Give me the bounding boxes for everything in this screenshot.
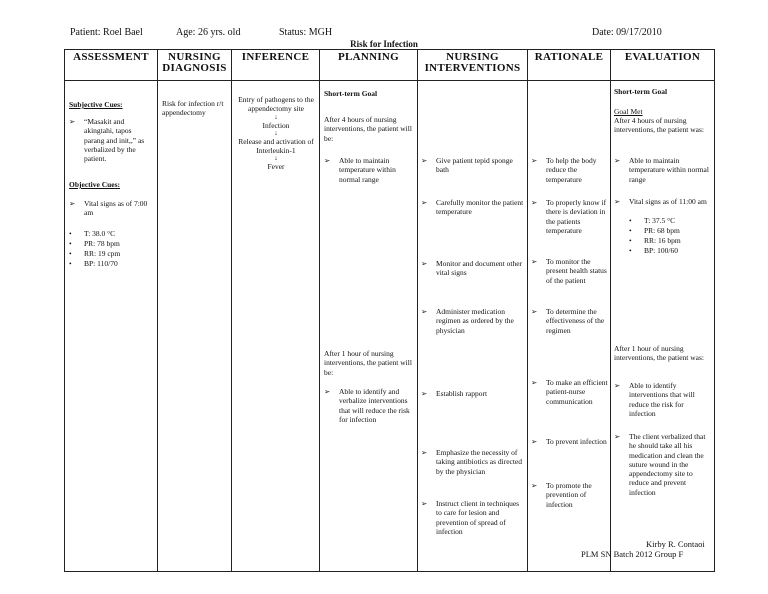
evaluation-intro2: After 1 hour of nursing interventions, the patient was:	[614, 344, 704, 363]
patient-age: Age: 26 yrs. old	[176, 27, 241, 38]
arrow-bullet-icon: ➢	[421, 259, 428, 268]
evaluation-vitals-heading: ➢ Vital signs as of 11:00 am	[614, 197, 707, 206]
evaluation-vital-item: • BP: 100/60	[629, 246, 678, 255]
table-body-row	[65, 81, 715, 572]
arrow-bullet-icon: ➢	[69, 199, 76, 208]
arrow-bullet-icon: ➢	[531, 257, 538, 266]
vital-item: • PR: 78 bpm	[69, 239, 120, 248]
vital-item: • T: 38.0 °C	[69, 229, 116, 238]
down-arrow-icon: ↓	[274, 128, 278, 137]
arrow-bullet-icon: ➢	[531, 481, 538, 490]
intervention-item: ➢ Establish rapport	[421, 389, 488, 398]
subjective-cue: ➢ “Masakit and akingtahi, tapos parang and init,,” as verbalized by the patient.	[69, 117, 145, 164]
intervention-item: ➢ Carefully monitor the patient temperature	[421, 198, 524, 217]
objective-heading: Objective Cues:	[69, 180, 121, 189]
evaluation-vital-item: • T: 37.5 °C	[629, 216, 676, 225]
rationale-item: ➢ To monitor the present health status of the patient	[531, 257, 607, 285]
column-header-assessment: ASSESSMENT	[65, 50, 158, 81]
arrow-bullet-icon: ➢	[324, 156, 331, 165]
arrow-bullet-icon: ➢	[421, 307, 428, 316]
table-header-row	[65, 50, 715, 81]
arrow-bullet-icon: ➢	[531, 437, 538, 446]
goal-met-label: Goal Met	[614, 107, 643, 116]
arrow-bullet-icon: ➢	[614, 432, 621, 441]
nursing-care-plan-table	[64, 49, 715, 572]
dot-bullet-icon: •	[69, 249, 72, 258]
dot-bullet-icon: •	[69, 239, 72, 248]
interventions-cell	[418, 81, 528, 572]
vital-item: • BP: 110/70	[69, 259, 118, 268]
rationale-item: ➢ To make an efficient patient-nurse communication	[531, 378, 608, 406]
goal2: ➢ Able to identify and verbalize interventions that will reduce the risk for infection	[324, 387, 410, 424]
dot-bullet-icon: •	[69, 229, 72, 238]
care-plan-title: Risk for Infection	[350, 39, 418, 49]
author-name: Kirby R. Contaoi	[646, 539, 705, 549]
arrow-bullet-icon: ➢	[421, 499, 428, 508]
dot-bullet-icon: •	[629, 226, 632, 235]
arrow-bullet-icon: ➢	[69, 117, 76, 126]
arrow-bullet-icon: ➢	[614, 381, 621, 390]
author-group: PLM SN Batch 2012 Group F	[581, 549, 684, 559]
intervention-item: ➢ Administer medication regimen as ordered by the physician	[421, 307, 514, 335]
column-header-diagnosis: NURSING DIAGNOSIS	[158, 50, 232, 81]
evaluation-result2: ➢ Able to identify interventions that will reduce the risk for infection	[614, 381, 695, 418]
evaluation-vital-item: • RR: 16 bpm	[629, 236, 681, 245]
intervention-item: ➢ Monitor and document other vital signs	[421, 259, 523, 278]
arrow-bullet-icon: ➢	[531, 198, 538, 207]
inference-chain	[234, 95, 318, 172]
evaluation-short-term-heading: Short-term Goal	[614, 87, 668, 96]
arrow-bullet-icon: ➢	[614, 156, 621, 165]
dot-bullet-icon: •	[629, 236, 632, 245]
arrow-bullet-icon: ➢	[531, 378, 538, 387]
rationale-item: ➢ To prevent infection	[531, 437, 607, 446]
evaluation-result1: ➢ Able to maintain temperature within normal range	[614, 156, 709, 184]
intervention-item: ➢ Give patient tepid sponge bath	[421, 156, 513, 175]
dot-bullet-icon: •	[629, 246, 632, 255]
patient-status: Status: MGH	[279, 27, 333, 38]
arrow-bullet-icon: ➢	[421, 389, 428, 398]
intervention-item: ➢ Emphasize the necessity of taking antibiotics as directed by the physician	[421, 448, 523, 476]
intervention-item: ➢ Instruct client in techniques to care for lesion and prevention of spread of infection	[421, 499, 520, 536]
dot-bullet-icon: •	[629, 216, 632, 225]
rationale-cell	[528, 81, 611, 572]
column-header-rationale: RATIONALE	[528, 50, 611, 81]
goal1: ➢ Able to maintain temperature within normal range	[324, 156, 396, 184]
assessment-cell	[65, 81, 158, 572]
dot-bullet-icon: •	[69, 259, 72, 268]
column-header-evaluation: EVALUATION	[611, 50, 715, 81]
inference-step: Entry of pathogens to the appendectomy site	[238, 95, 314, 114]
column-header-inference: INFERENCE	[232, 50, 320, 81]
arrow-bullet-icon: ➢	[421, 156, 428, 165]
subjective-heading: Subjective Cues:	[69, 100, 123, 109]
rationale-item: ➢ To properly know if there is deviation in the patients temperature	[531, 198, 607, 235]
down-arrow-icon: ↓	[274, 154, 278, 163]
rationale-item: ➢ To determine the effectiveness of the regimen	[531, 307, 605, 335]
evaluation-cell	[611, 81, 715, 572]
record-date: Date: 09/17/2010	[592, 27, 662, 38]
evaluation-vital-item: • PR: 68 bpm	[629, 226, 680, 235]
column-header-interventions: NURSING INTERVENTIONS	[418, 50, 528, 81]
evaluation-result3: ➢ The client verbalized that he should take all his medication and clean the suture wound in the appendectomy site to reduce and prevent infection	[614, 432, 706, 497]
vitals-heading: ➢ Vital signs as of 7:00 am	[69, 199, 148, 218]
diagnosis-cell	[158, 81, 232, 572]
rationale-item: ➢ To promote the prevention of infection	[531, 481, 592, 509]
diagnosis-text: Risk for infection r/t appendectomy	[162, 99, 224, 118]
patient-name: Patient: Roel Bael	[70, 27, 143, 38]
arrow-bullet-icon: ➢	[531, 307, 538, 316]
arrow-bullet-icon: ➢	[614, 197, 621, 206]
inference-step: Fever	[267, 162, 285, 172]
arrow-bullet-icon: ➢	[531, 156, 538, 165]
short-term-goal-heading: Short-term Goal	[324, 89, 378, 98]
arrow-bullet-icon: ➢	[324, 387, 331, 396]
arrow-bullet-icon: ➢	[421, 448, 428, 457]
inference-cell	[232, 81, 320, 572]
vital-item: • RR: 19 cpm	[69, 249, 121, 258]
goal1-intro: After 4 hours of nursing interventions, the patient will be:	[324, 115, 412, 143]
evaluation-intro1: After 4 hours of nursing interventions, the patient was:	[614, 116, 704, 135]
goal2-intro: After 1 hour of nursing interventions, the patient will be:	[324, 349, 412, 377]
column-header-planning: PLANNING	[320, 50, 418, 81]
planning-cell	[320, 81, 418, 572]
arrow-bullet-icon: ➢	[421, 198, 428, 207]
inference-step: Infection	[262, 120, 290, 130]
inference-step: Release and activation of Interleukin-1	[238, 136, 314, 156]
rationale-item: ➢ To help the body reduce the temperature	[531, 156, 597, 184]
down-arrow-icon: ↓	[274, 112, 278, 121]
